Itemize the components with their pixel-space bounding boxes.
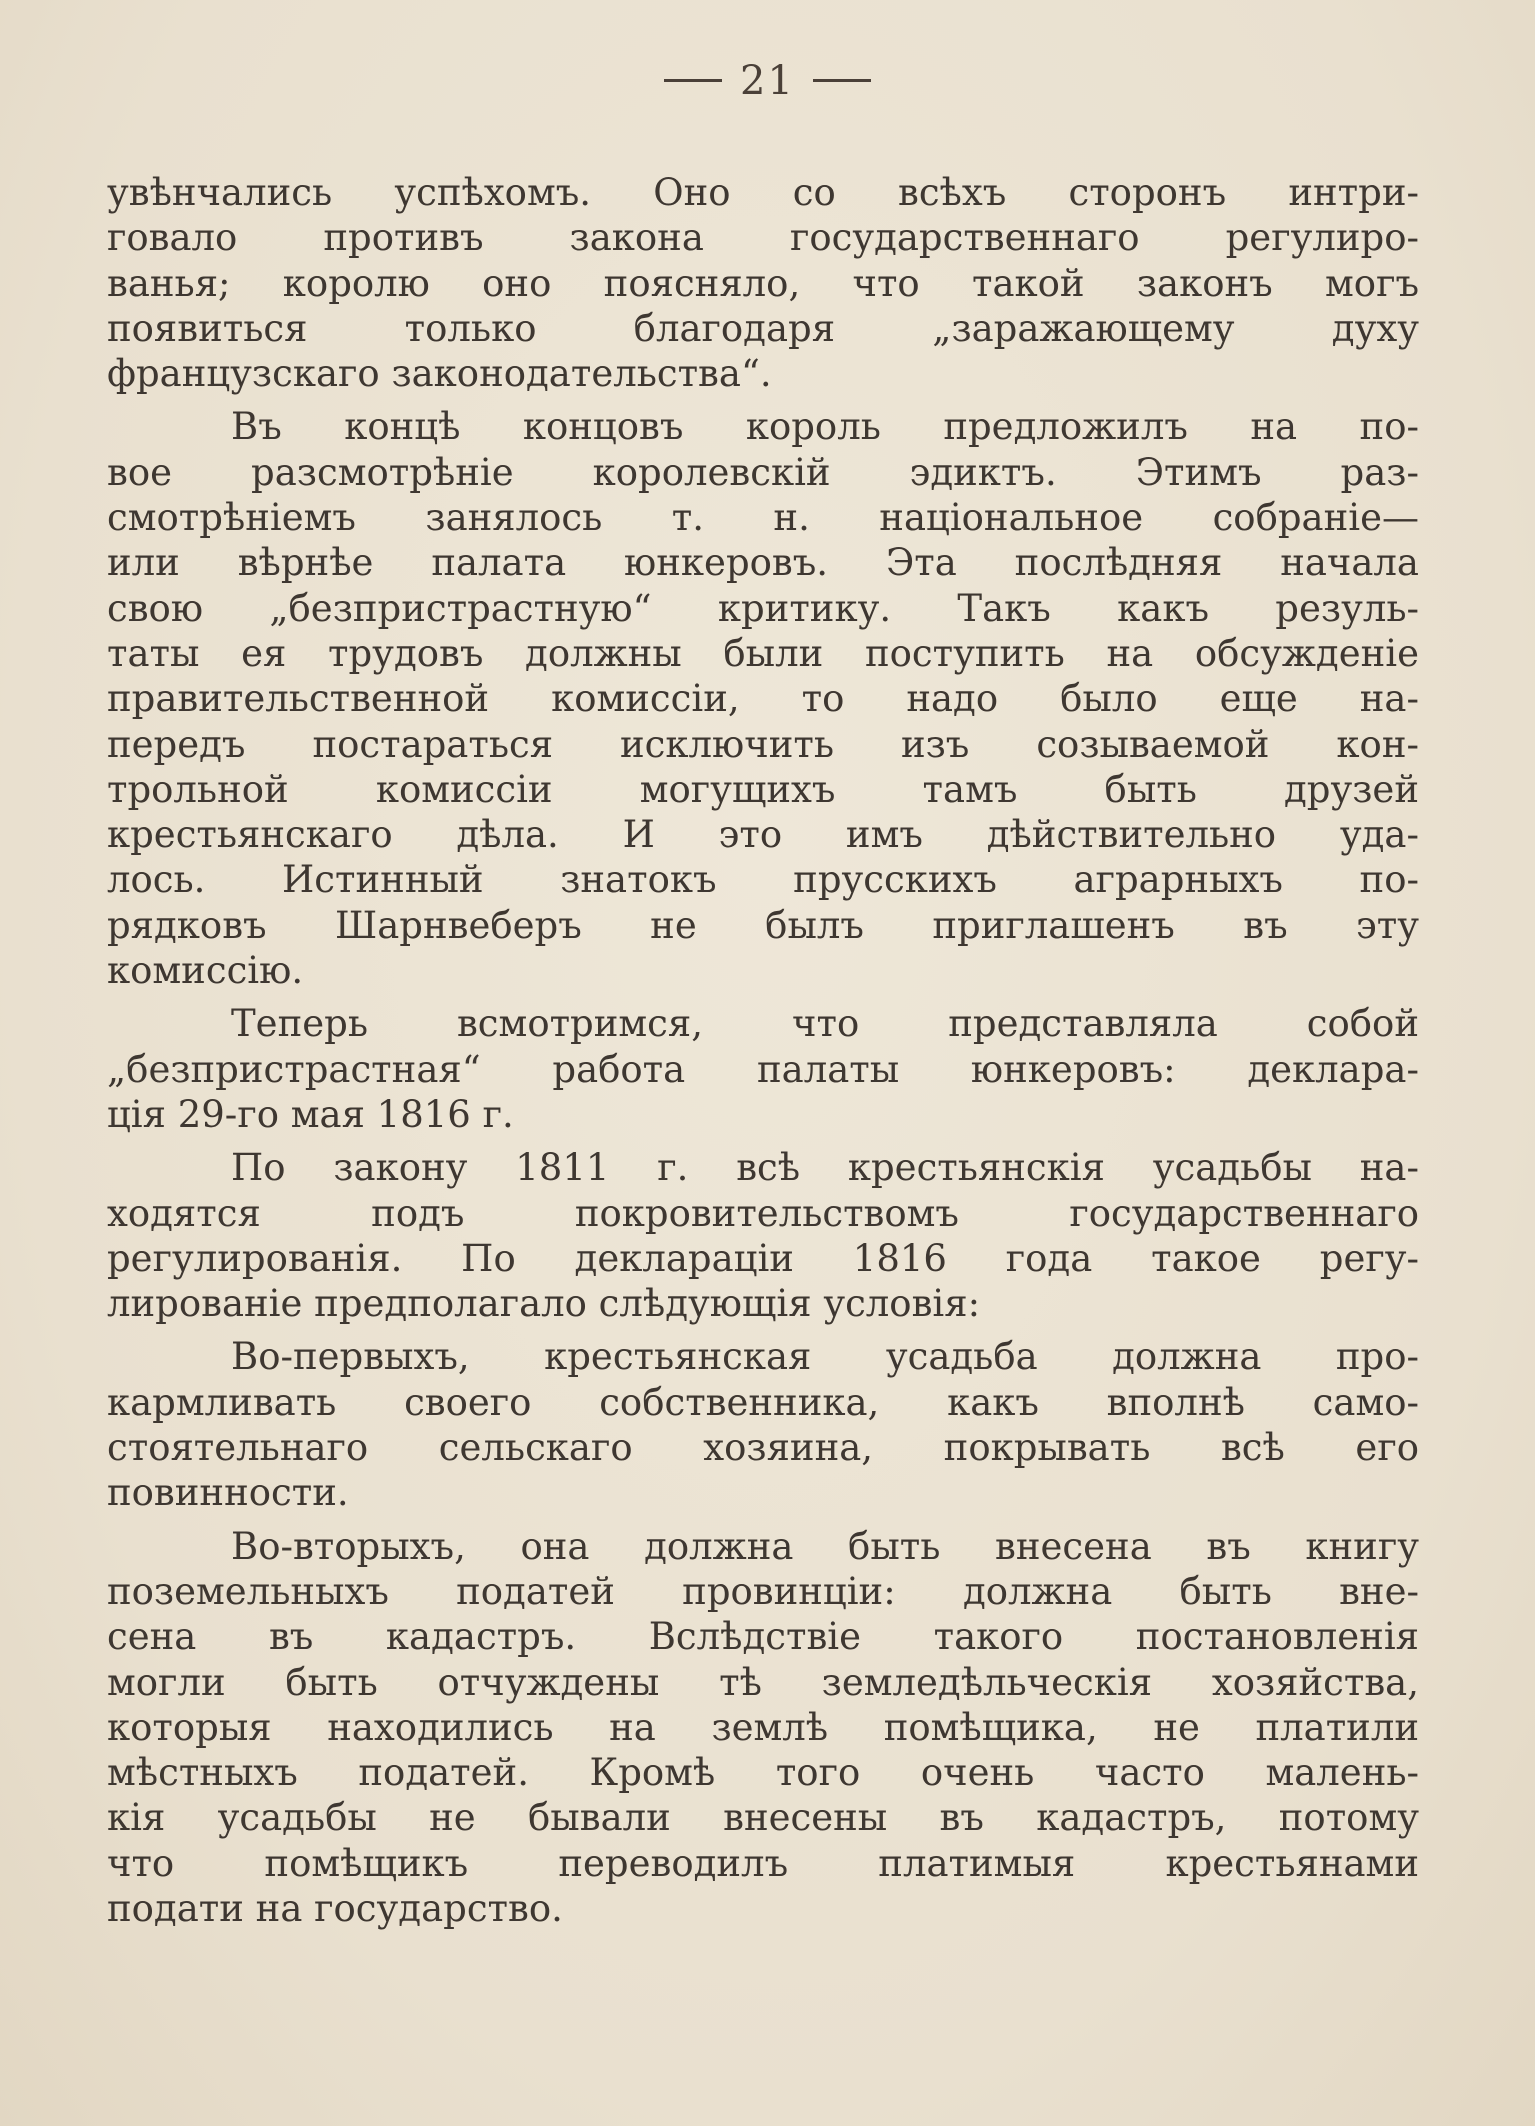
- right-dash: [813, 79, 871, 82]
- text-line: увѣнчались успѣхомъ. Оно со всѣхъ сторонъ интри-: [107, 171, 1419, 214]
- text-line: появиться только благодаря „заражающему духу: [107, 306, 1419, 350]
- text-line: кія усадьбы не бывали внесены въ кадастръ, потому: [107, 1796, 1419, 1840]
- text-line: ція 29-го мая 1816 г.: [107, 1092, 514, 1136]
- text-line: „безпристрастная“ работа палаты юнкеровъ: деклара-: [107, 1047, 1419, 1091]
- text-line: крестьянскаго дѣла. И это имъ дѣйствительно уда-: [107, 813, 1419, 857]
- page-number: 21: [740, 58, 795, 104]
- left-dash: [664, 79, 722, 82]
- text-line: французскаго законодательства“.: [107, 352, 772, 396]
- text-line: Теперь всмотримся, что представляла собой: [231, 1002, 1419, 1046]
- text-line: повинности.: [107, 1471, 349, 1515]
- text-line: лось. Истинный знатокъ прусскихъ аграрныхъ по-: [107, 858, 1419, 902]
- text-line: вое разсмотрѣніе королевскій эдиктъ. Этимъ раз-: [107, 450, 1419, 494]
- text-line: свою „безпристрастную“ критику. Такъ какъ резуль-: [107, 586, 1419, 630]
- text-line: регулированія. По деклараціи 1816 года такое регу-: [107, 1236, 1419, 1280]
- text-line: кармливать своего собственника, какъ вполнѣ само-: [107, 1380, 1419, 1424]
- paragraph-p3: [107, 1001, 1419, 1137]
- text-line: передъ постараться исключить изъ созываемой кон-: [107, 722, 1419, 766]
- paragraph-p1: [107, 170, 1419, 396]
- text-line: могли быть отчуждены тѣ земледѣльческія хозяйства,: [107, 1660, 1419, 1704]
- paragraph-p6: [107, 1524, 1419, 1932]
- paragraph-p4: [107, 1145, 1419, 1326]
- text-line: которыя находились на землѣ помѣщика, не платили: [107, 1705, 1419, 1749]
- text-line: трольной комиссіи могущихъ тамъ быть друзей: [107, 767, 1419, 811]
- text-line: лированіе предполагало слѣдующія условія:: [107, 1282, 981, 1326]
- text-line: Въ концѣ концовъ король предложилъ на по-: [231, 405, 1419, 449]
- text-line: Во-вторыхъ, она должна быть внесена въ книгу: [231, 1524, 1419, 1568]
- text-line: ходятся подъ покровительствомъ государственнаго: [107, 1191, 1419, 1235]
- text-line: ванья; королю оно поясняло, что такой законъ могъ: [107, 261, 1419, 305]
- text-line: По закону 1811 г. всѣ крестьянскія усадьбы на-: [231, 1146, 1419, 1190]
- text-line: комиссію.: [107, 949, 304, 993]
- text-line: подати на государство.: [107, 1886, 563, 1930]
- text-line: поземельныхъ податей провинціи: должна быть вне-: [107, 1569, 1419, 1613]
- text-line: правительственной комиссіи, то надо было еще на-: [107, 677, 1419, 721]
- text-line: Во-первыхъ, крестьянская усадьба должна про-: [231, 1335, 1419, 1379]
- text-line: таты ея трудовъ должны были поступить на обсужденіе: [107, 631, 1419, 675]
- paragraph-p2: [107, 404, 1419, 993]
- body-text: [107, 170, 1419, 1939]
- text-line: что помѣщикъ переводилъ платимыя крестьянами: [107, 1841, 1419, 1885]
- paragraph-p5: [107, 1334, 1419, 1515]
- text-line: или вѣрнѣе палата юнкеровъ. Эта послѣдняя начала: [107, 541, 1419, 585]
- text-line: рядковъ Шарнвеберъ не былъ приглашенъ въ эту: [107, 903, 1419, 947]
- text-line: стоятельнаго сельскаго хозяина, покрывать всѣ его: [107, 1426, 1419, 1470]
- text-line: смотрѣніемъ занялось т. н. національное собраніе—: [107, 496, 1419, 540]
- text-line: сена въ кадастръ. Вслѣдствіе такого постановленія: [107, 1615, 1419, 1659]
- text-line: говало противъ закона государственнаго регулиро-: [107, 216, 1419, 260]
- page-number-header: [0, 58, 1535, 104]
- text-line: мѣстныхъ податей. Кромѣ того очень часто малень-: [107, 1751, 1419, 1795]
